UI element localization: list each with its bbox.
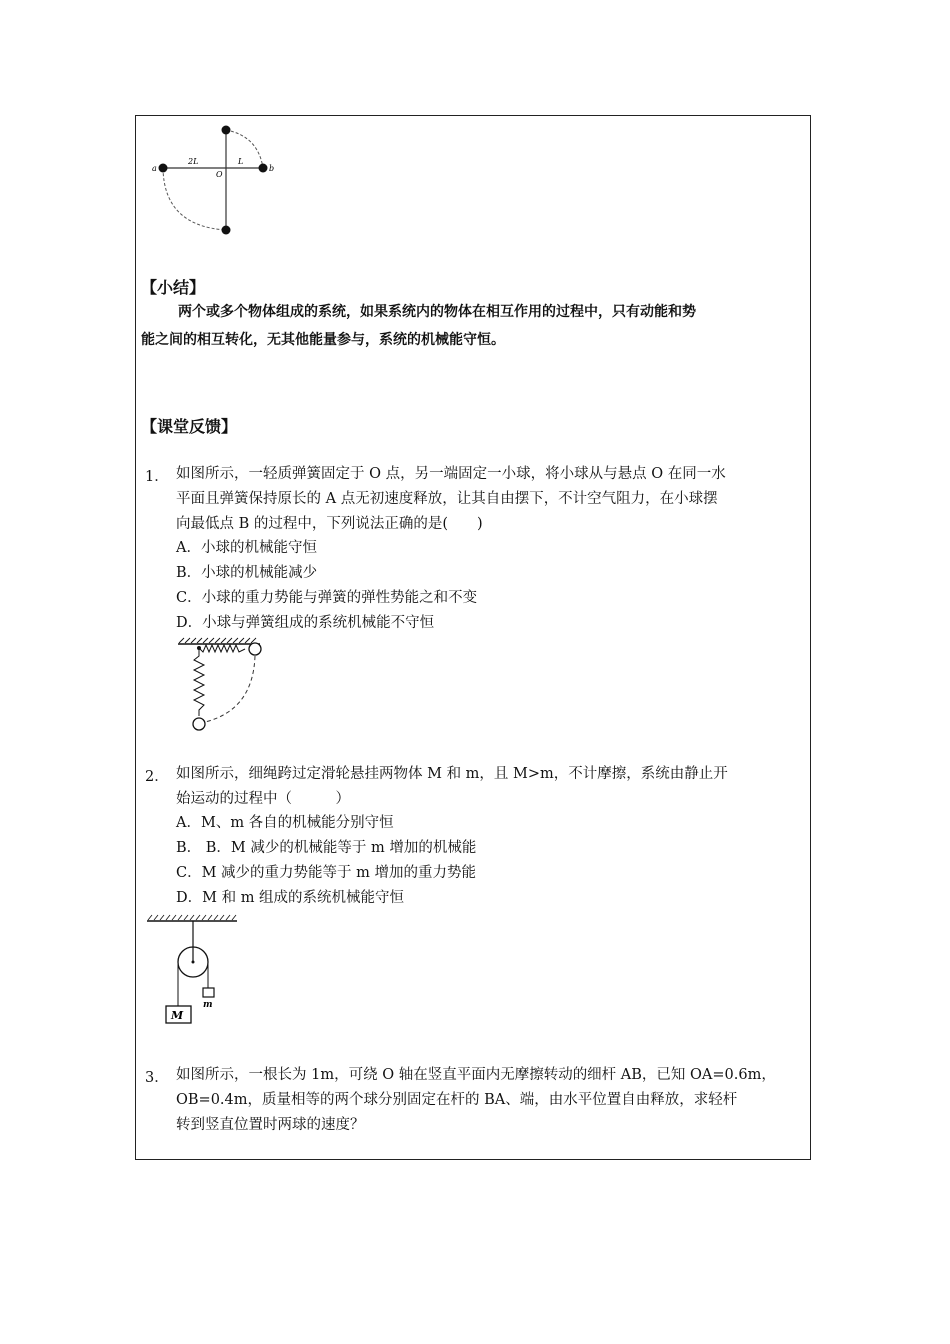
option-c: C．M 减少的重力势能等于 m 增加的重力势能 — [176, 865, 477, 881]
label-big-m: M — [171, 1009, 184, 1022]
question-3-number: 3． — [145, 1070, 169, 1086]
mass-small — [203, 988, 214, 997]
question-1-options — [176, 536, 477, 636]
question-2-options — [176, 811, 476, 911]
rod-rotation-figure — [150, 122, 280, 240]
label-o: O — [216, 170, 223, 179]
ball-a — [159, 164, 168, 173]
option-c: C．小球的重力势能与弹簧的弹性势能之和不变 — [176, 590, 478, 606]
ceiling-hatch — [179, 638, 256, 643]
arc-right — [226, 130, 263, 168]
ceiling-hatch — [148, 915, 236, 920]
pulley-axle — [192, 961, 195, 964]
question-3-line: 转到竖直位置时两球的速度？ — [176, 1117, 365, 1133]
summary-heading: 【小结】 — [141, 278, 206, 297]
question-1-number: 1． — [145, 469, 169, 485]
summary-line-2: 能之间的相互转化，无其他能量参与，系统的机械能守恒。 — [141, 332, 505, 348]
summary-text — [141, 298, 803, 354]
question-1-text — [176, 462, 726, 537]
question-2-text — [176, 762, 728, 812]
option-d: D．小球与弹簧组成的系统机械能不守恒 — [176, 615, 435, 631]
question-2-line: 如图所示，细绳跨过定滑轮悬挂两物体 M 和 m，且 M>m，不计摩擦，系统由静止开 — [176, 766, 728, 782]
question-3-text — [176, 1063, 776, 1138]
option-a: A．M、m 各自的机械能分别守恒 — [176, 815, 394, 831]
label-l: L — [238, 157, 244, 166]
swing-path — [205, 656, 255, 722]
label-small-m: m — [203, 1000, 213, 1010]
label-2l: 2L — [188, 157, 199, 166]
question-3-line: 如图所示，一根长为 1m，可绕 O 轴在竖直平面内无摩擦转动的细杆 AB，已知 OA=0.6m， — [176, 1067, 776, 1083]
spring-vertical — [194, 648, 204, 716]
feedback-heading: 【课堂反馈】 — [141, 417, 238, 436]
option-a: A．小球的机械能守恒 — [176, 540, 317, 556]
spring-horizontal — [199, 645, 245, 652]
option-b: B．小球的机械能减少 — [176, 565, 318, 581]
question-1-line: 向最低点 B 的过程中，下列说法正确的是( ) — [176, 516, 483, 532]
ball-start — [249, 643, 261, 655]
ball-bottom — [222, 226, 231, 235]
ball-lowest — [193, 718, 205, 730]
question-1-line: 平面且弹簧保持原长的 A 点无初速度释放，让其自由摆下，不计空气阻力，在小球摆 — [176, 491, 718, 507]
summary-line-1: 两个或多个物体组成的系统，如果系统内的物体在相互作用的过程中，只有动能和势 — [178, 304, 696, 320]
label-b: b — [269, 164, 275, 173]
question-2-line: 始运动的过程中（ ） — [176, 791, 350, 807]
ball-top — [222, 126, 231, 135]
option-b: B． B．M 减少的机械能等于 m 增加的机械能 — [176, 840, 477, 856]
question-2-number: 2． — [145, 769, 169, 785]
question-1-line: 如图所示，一轻质弹簧固定于 O 点，另一端固定一小球，将小球从与悬点 O 在同一水 — [176, 466, 726, 482]
pulley-figure — [145, 912, 240, 1027]
spring-pendulum-figure — [175, 636, 270, 736]
label-a: a — [152, 164, 157, 173]
option-d: D．M 和 m 组成的系统机械能守恒 — [176, 890, 405, 906]
question-3-line: OB=0.4m，质量相等的两个球分别固定在杆的 BA、端，由水平位置自由释放，求轻杆 — [176, 1092, 738, 1108]
ball-b — [259, 164, 268, 173]
